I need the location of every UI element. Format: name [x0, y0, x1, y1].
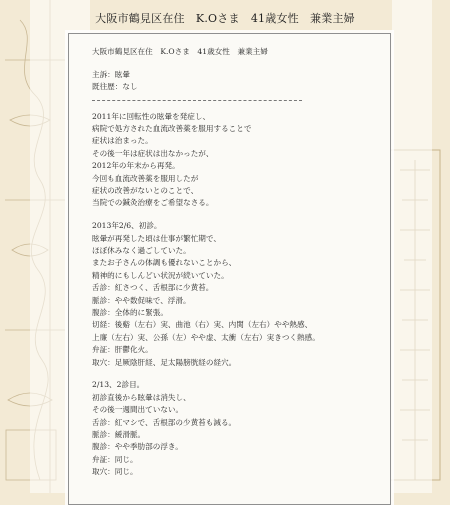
text-line: 病院で処方された血流改善薬を服用することで	[92, 124, 252, 134]
paragraph-background	[92, 111, 378, 210]
text-line: 弁証：同じ。	[92, 454, 138, 464]
content-panel	[68, 33, 391, 505]
text-line: 取穴：足厥陰肝経、足太陽膀胱経の経穴。	[92, 357, 237, 367]
text-line: 初診直後から眩暈は消失し、	[92, 392, 191, 402]
article-title: 大阪市鶴見区在住 K.Oさま 41歳女性 兼業主婦	[92, 47, 268, 56]
page-title: 大阪市鶴見区在住 K.Oさま 41歳女性 兼業主婦	[95, 12, 355, 25]
text-line: 切経：後谿（左右）実、曲池（右）実、内関（左右）やや熱感、	[92, 320, 313, 330]
paragraph-second-visit	[92, 379, 378, 478]
text-line: 2/13、2診目。	[92, 380, 145, 390]
text-line: 弁証：肝鬱化火。	[92, 345, 153, 355]
text-line: 2012年の年末から再発。	[92, 161, 180, 171]
text-line: 上廉（左右）実、公孫（左）やや虚、太衝（左右）実きつく熱感。	[92, 332, 320, 342]
text-line: 舌診：紅マシで、舌根部の少黄苔も減る。	[92, 417, 237, 427]
text-line: 2011年に回転性の眩暈を発症し、	[92, 111, 211, 121]
divider	[92, 100, 302, 101]
text-line: 脈診：やや数促味で、浮滑。	[92, 295, 191, 305]
text-line: 精神的にもしんどい状況が続いていた。	[92, 270, 229, 280]
text-line: 当院での鍼灸治療をご希望なさる。	[92, 198, 214, 208]
text-line: 2013年2/6、初診。	[92, 221, 162, 231]
text-line: 腹診：全体的に緊張。	[92, 308, 168, 318]
medical-history: 既往歴：なし	[92, 82, 138, 92]
paragraph-first-visit	[92, 220, 378, 369]
text-line: その後一週間出ていない。	[92, 405, 184, 415]
text-line: 今回も血流改善薬を服用したが	[92, 173, 199, 183]
chief-complaint: 主訴：眩暈	[92, 69, 130, 79]
text-line: 症状の改善がないとのことで、	[92, 186, 199, 196]
text-line: ほぼ休みなく過ごしていた。	[92, 246, 191, 256]
article-body	[92, 46, 378, 479]
text-line: 腹診：やや季肋部の浮き。	[92, 442, 183, 452]
text-line: 舌診：紅さつく、舌根部に少黄苔。	[92, 283, 214, 293]
faded-column	[392, 0, 432, 493]
text-line: その後一年は症状は出なかったが、	[92, 148, 214, 158]
text-line: 眩暈が再発した頃は仕事が繁忙期で、	[92, 233, 221, 243]
text-line: 脈診：緩滑脈。	[92, 430, 146, 440]
text-line: 取穴：同じ。	[92, 467, 138, 477]
text-line: 症状は治まった。	[92, 136, 153, 146]
text-line: またお子さんの体調も優れないことから、	[92, 258, 237, 268]
